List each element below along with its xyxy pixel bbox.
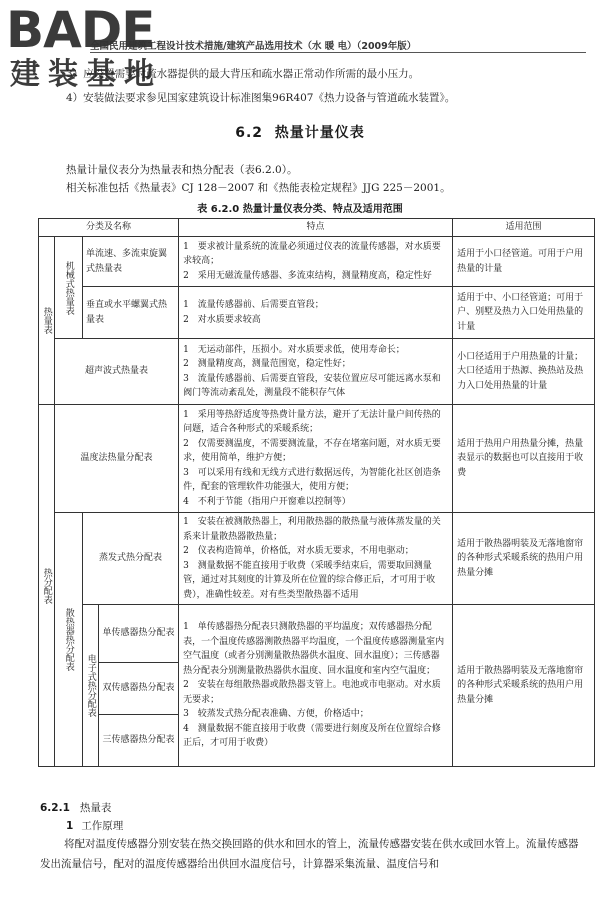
- feature-line: 2 安装在每组散热器或散热器支管上。电池或市电驱动。对水质无要求；: [183, 680, 441, 705]
- feature-line: 4 测量数据不能直接用于收费（需要进行刻度及所在位置综合修正后，才可用于收费）: [183, 723, 441, 749]
- meter-table: [38, 218, 595, 767]
- feature-line: 1 单传感器热分配表只测散热器的平均温度；双传感器热分配表，一个温度传感器测散热器平均温度，一个温度传感器测量室内空气温度（或者分别测量散热器供水温度、回水温度）；三传感器热分配表分别测量散热器供水温度、回水温度和室内空气温度；: [183, 622, 445, 676]
- feature-line: 2 仪表构造简单，价格低，对水质无要求，不用电驱动；: [183, 546, 414, 556]
- scope-electronic: 适用于散热器明装及无落地窗帘的各种形式采暖系统的热用户用热量分摊: [453, 605, 595, 767]
- features-temperature: [179, 405, 453, 513]
- features-evaporative: [179, 513, 453, 605]
- feature-line: 2 采用无磁流量传感器、多流束结构，测量精度高，稳定性好: [183, 270, 432, 281]
- intro-line-3: 3）应设置需要时疏水器提供的最大背压和疏水器正常动作所需的最小压力。: [66, 68, 420, 80]
- feature-line: 1 采用等热舒适度等热费计量方法，避开了无法计量户间传热的问题，适合各种形式的采暖系统；: [183, 409, 441, 435]
- feature-line: 1 要求被计量系统的流量必须通过仪表的流量传感器，对水质要求较高；: [183, 241, 441, 267]
- feature-line: 2 测量精度高，测量范围宽，稳定性好；: [183, 359, 351, 369]
- scope-ultrasonic: 小口径适用于户用热量的计量；大口径适用于热源、换热站及热力入口处用热量的计量: [453, 339, 595, 405]
- feature-line: 2 对水质要求较高: [183, 314, 261, 325]
- table-caption: 表 6.2.0 热量计量仪表分类、特点及适用范围: [197, 204, 403, 215]
- row-name-triple-sensor: 三传感器热分配表: [99, 715, 179, 767]
- row-name-evaporative: 蒸发式热分配表: [83, 513, 179, 605]
- item-number: 1: [66, 820, 74, 832]
- item-heading: [66, 818, 123, 833]
- cat-mechanical: 机械式热量表: [55, 237, 83, 339]
- feature-line: 1 流量传感器前、后需要直管段；: [183, 300, 324, 310]
- paragraph-1: 热量计量仪表分为热量表和热分配表（表6.2.0）。: [66, 164, 298, 176]
- subsection-title: 热量表: [79, 802, 112, 814]
- row-name-single-sensor: 单传感器热分配表: [99, 605, 179, 663]
- feature-line: 1 无运动部件，压损小。对水质要求低，使用寿命长；: [183, 344, 405, 355]
- row-name-dual-sensor: 双传感器热分配表: [99, 663, 179, 715]
- feature-line: 3 较蒸发式热分配表准确、方便，价格适中；: [183, 709, 369, 720]
- row-name-ultrasonic: 超声波式热量表: [55, 339, 179, 405]
- item-title: 工作原理: [81, 820, 124, 832]
- scope-multijet: 适用于小口径管道。可用于户用热量的计量: [453, 237, 595, 287]
- subsection-number: 6.2.1: [40, 802, 70, 814]
- row-name-multijet: 单流速、多流束旋翼式热量表: [83, 237, 179, 287]
- header-scope: 适用范围: [453, 219, 595, 237]
- row-name-temperature: 温度法热量分配表: [55, 405, 179, 513]
- table-header-row: [39, 219, 595, 237]
- table-row: [39, 339, 595, 405]
- table-row: [39, 605, 595, 663]
- feature-line: 3 流量传感器前、后需要直管段，安装位置应尽可能远离水泵和阀门等流动紊乱处，测量段不能积存气体: [183, 373, 441, 398]
- scope-evaporative: 适用于散热器明装及无落地窗帘的各种形式采暖系统的热用户用热量分摊: [453, 513, 595, 605]
- scope-temperature: 适用于热用户用热量分摊，热量表显示的数据也可以直接用于收费: [453, 405, 595, 513]
- feature-line: 3 测量数据不能直接用于收费（采暖季结束后，需要取回测量管，通过对其刻度的计算及所在位置的综合修正后，才可用于收费），准确性较差。对有些类型散热器不适用: [183, 560, 436, 600]
- cat-electronic: 电子式热分配表: [83, 605, 99, 767]
- subsection-heading: [40, 800, 111, 815]
- section-number: 6.2: [235, 125, 264, 141]
- section-title-text: 热量计量仪表: [274, 125, 365, 141]
- header-features: 特点: [179, 219, 453, 237]
- header-rule: [90, 52, 586, 53]
- feature-line: 4 不利于节能（指用户开窗难以控制等）: [183, 496, 351, 507]
- running-head: 全国民用建筑工程设计技术措施/建筑产品选用技术（水 暖 电）（2009年版）: [90, 41, 417, 52]
- header-category: 分类及名称: [39, 219, 179, 237]
- feature-line: 3 可以采用有线和无线方式进行数据远传，为智能化社区创造条件，配套的管理软件功能强大，使用方便；: [183, 467, 441, 493]
- body-paragraph: 将配对温度传感器分别安装在热交换回路的供水和回水的管上，流量传感器安装在供水或回水管上。流量传感器发出流量信号，配对的温度传感器给出供回水温度信号，计算器采集流量、温度信号和: [40, 838, 579, 870]
- row-name-woltman: 垂直或水平螺翼式热量表: [83, 287, 179, 339]
- logo-subtitle: 建装基地: [10, 57, 162, 92]
- cat-allocator: 热分配表: [39, 405, 55, 767]
- cat-radiator: 散热器热分配表: [55, 513, 83, 767]
- table-row: [39, 513, 595, 605]
- features-electronic: [179, 605, 453, 767]
- table-row: [39, 405, 595, 513]
- table-row: [39, 237, 595, 287]
- features-woltman: [179, 287, 453, 339]
- section-title: [0, 122, 600, 142]
- features-multijet: [179, 237, 453, 287]
- table-row: [39, 287, 595, 339]
- feature-line: 1 安装在被测散热器上，利用散热器的散热量与液体蒸发量的关系来计量散热器散热量；: [183, 517, 441, 542]
- cat-heat-meter: 热量表: [39, 237, 55, 405]
- intro-line-4: 4）安装做法要求参见国家建筑设计标准图集96R407《热力设备与管道疏水装置》。: [66, 92, 456, 104]
- logo-letters: BADE: [6, 1, 155, 59]
- features-ultrasonic: [179, 339, 453, 405]
- scope-woltman: 适用于中、小口径管道；可用于户、别墅及热力入口处用热量的计量: [453, 287, 595, 339]
- feature-line: 2 仅需要测温度，不需要测流量，不存在堵塞问题，对水质无要求，使用简单，维护方便；: [183, 438, 441, 464]
- paragraph-2: 相关标准包括《热量表》CJ 128－2007 和《热能表检定规程》JJG 225－2001。: [66, 182, 451, 194]
